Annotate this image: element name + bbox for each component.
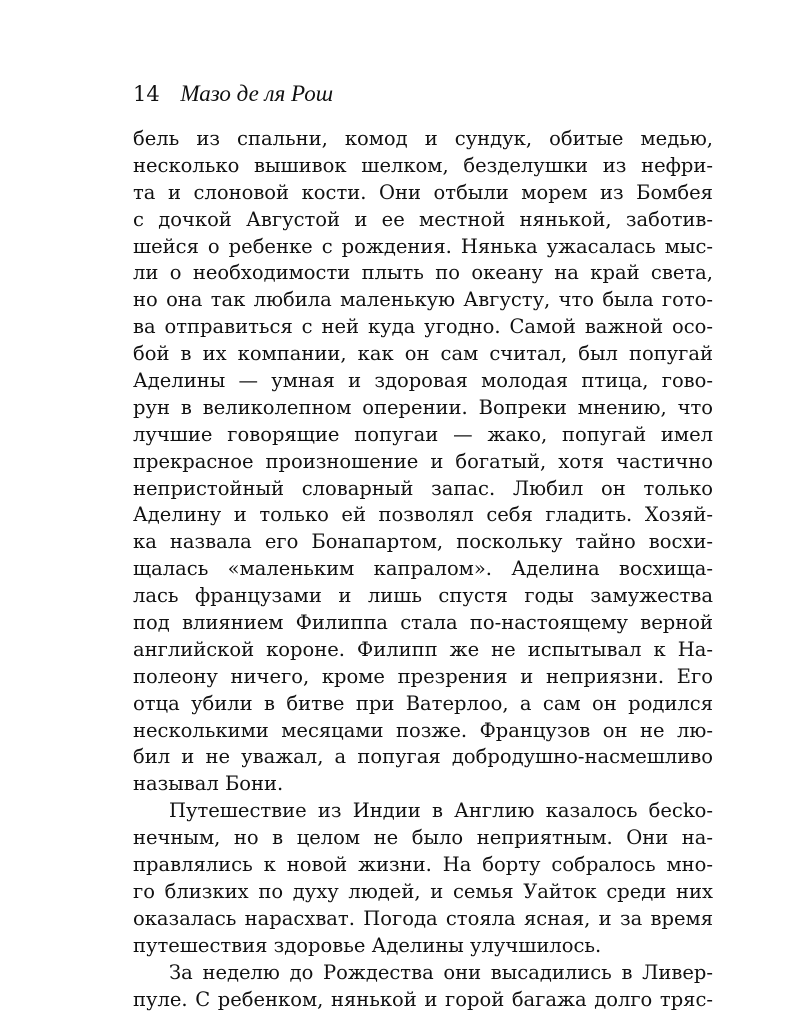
text-line: английской короне. Филипп же не испытывал к На- <box>133 637 713 664</box>
text-line: шейся о ребенке с рождения. Нянька ужасалась мыс- <box>133 234 713 261</box>
text-line: под влиянием Филиппа стала по-настоящему верной <box>133 610 713 637</box>
text-line: бил и не уважал, а попугая добродушно-насмешливо <box>133 744 713 771</box>
text-line: За неделю до Рождества они высадились в Ливер- <box>133 960 713 987</box>
text-line: полеону ничего, кроме презрения и неприязни. Его <box>133 664 713 691</box>
text-line: ли о необходимости плыть по океану на край света, <box>133 260 713 287</box>
text-line: нечным, но в целом не было неприятным. Они на- <box>133 825 713 852</box>
text-line: бель из спальни, комод и сундук, обитые медью, <box>133 126 713 153</box>
page-number: 14 <box>133 82 160 106</box>
text-line: та и слоновой кости. Они отбыли морем из Бомбея <box>133 180 713 207</box>
text-line: Аделину и только ей позволял себя гладить. Хозяй- <box>133 502 713 529</box>
text-line: Путешествие из Индии в Англию казалось бесko- <box>133 798 713 825</box>
text-line: непристойный словарный запас. Любил он только <box>133 476 713 503</box>
text-line: Аделины — умная и здоровая молодая птица, гово- <box>133 368 713 395</box>
text-line: го близких по духу людей, и семья Уайток среди них <box>133 879 713 906</box>
text-line: прекрасное произношение и богатый, хотя частично <box>133 449 713 476</box>
text-line: лась французами и лишь спустя годы замужества <box>133 583 713 610</box>
text-line: бой в их компании, как он сам считал, был попугай <box>133 341 713 368</box>
text-line: отца убили в битве при Ватерлоо, а сам он родился <box>133 691 713 718</box>
text-line: путешествия здоровье Аделины улучшилось. <box>133 933 713 960</box>
body-text <box>133 126 713 1013</box>
text-line: лучшие говорящие попугаи — жако, попугай имел <box>133 422 713 449</box>
running-title: Мазо де ля Рош <box>180 81 333 106</box>
text-line: пуле. С ребенком, нянькой и горой багажа долго тряс- <box>133 987 713 1013</box>
text-line: рун в великолепном оперении. Вопреки мнению, что <box>133 395 713 422</box>
text-line: ва отправиться с ней куда угодно. Самой важной осо- <box>133 314 713 341</box>
text-line: щалась «маленьким капралом». Аделина восхища- <box>133 556 713 583</box>
text-line: несколькими месяцами позже. Французов он не лю- <box>133 718 713 745</box>
text-line: правлялись к новой жизни. На борту собралось мно- <box>133 852 713 879</box>
text-line: несколько вышивок шелком, безделушки из нефри- <box>133 153 713 180</box>
text-line: оказалась нарасхват. Погода стояла ясная, и за время <box>133 906 713 933</box>
text-line: с дочкой Августой и ее местной нянькой, заботив- <box>133 207 713 234</box>
text-line: но она так любила маленькую Августу, что была гото- <box>133 287 713 314</box>
text-line: ка назвала его Бонапартом, поскольку тайно восхи- <box>133 529 713 556</box>
text-line: называл Бони. <box>133 771 713 798</box>
running-head <box>133 82 333 106</box>
